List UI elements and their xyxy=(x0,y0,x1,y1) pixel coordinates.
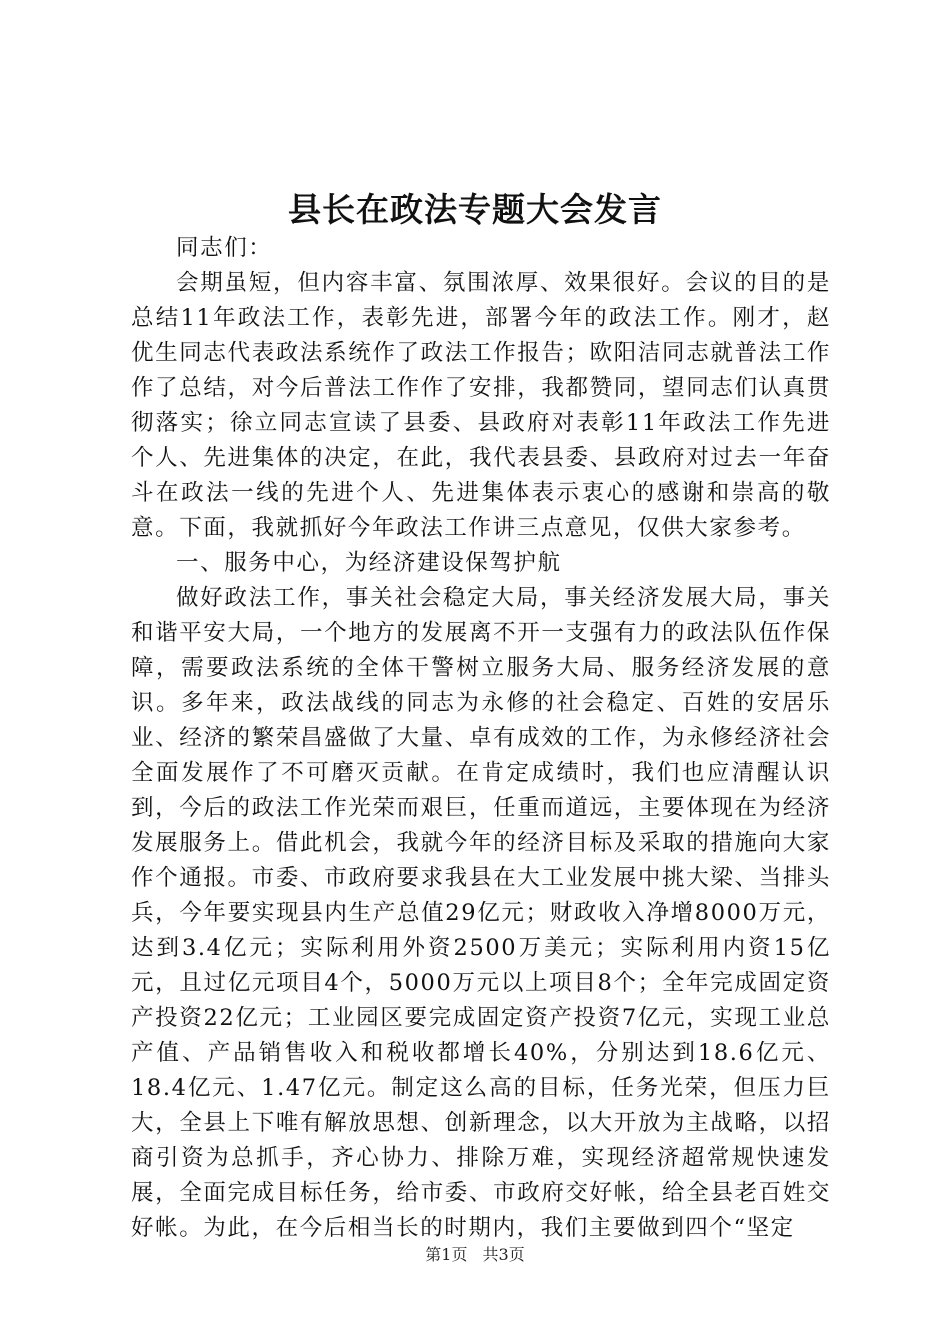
document-body xyxy=(131,231,831,1246)
page-total: 共3页 xyxy=(482,1245,525,1264)
salutation: 同志们： xyxy=(176,235,273,261)
document-title: 县长在政法专题大会发言 xyxy=(288,190,662,229)
section-heading-1: 一、服务中心，为经济建设保驾护航 xyxy=(176,550,562,576)
paragraph-intro: 会期虽短，但内容丰富、氛围浓厚、效果很好。会议的目的是总结11年政法工作，表彰先进，部署今年的政法工作。刚才，赵优生同志代表政法系统作了政法工作报告；欧阳洁同志就普法工作作了总结，对今后普法工作作了安排，我都赞同，望同志们认真贯彻落实；徐立同志宣读了县委、县政府对表彰11年政法工作先进个人、先进集体的决定，在此，我代表县委、县政府对过去一年奋斗在政法一线的先进个人、先进集体表示衷心的感谢和崇高的敬意。下面，我就抓好今年政法工作讲三点意见，仅供大家参考。 xyxy=(131,270,831,541)
paragraph-section-1: 做好政法工作，事关社会稳定大局，事关经济发展大局，事关和谐平安大局，一个地方的发展离不开一支强有力的政法队伍作保障，需要政法系统的全体干警树立服务大局、服务经济发展的意识。多年来，政法战线的同志为永修的社会稳定、百姓的安居乐业、经济的繁荣昌盛做了大量、卓有成效的工作，为永修经济社会全面发展作了不可磨灭贡献。在肯定成绩时，我们也应清醒认识到，今后的政法工作光荣而艰巨，任重而道远，主要体现在为经济发展服务上。借此机会，我就今年的经济目标及采取的措施向大家作个通报。市委、市政府要求我县在大工业发展中挑大梁、当排头兵，今年要实现县内生产总值29亿元；财政收入净增8000万元，达到3.4亿元；实际利用外资2500万美元；实际利用内资15亿元，且过亿元项目4个，5000万元以上项目8个；全年完成固定资产投资22亿元；工业园区要完成固定资产投资7亿元，实现工业总产值、产品销售收入和税收都增长40%，分别达到18.6亿元、18.4亿元、1.47亿元。制定这么高的目标，任务光荣，但压力巨大，全县上下唯有解放思想、创新理念，以大开放为主战略，以招商引资为总抓手，齐心协力、排除万难，实现经济超常规快速发展，全面完成目标任务，给市委、市政府交好帐，给全县老百姓交好帐。为此，在今后相当长的时期内，我们主要做到四个“坚定 xyxy=(131,585,831,1241)
page-footer xyxy=(0,1244,950,1266)
page-number: 第1页 xyxy=(425,1245,468,1264)
